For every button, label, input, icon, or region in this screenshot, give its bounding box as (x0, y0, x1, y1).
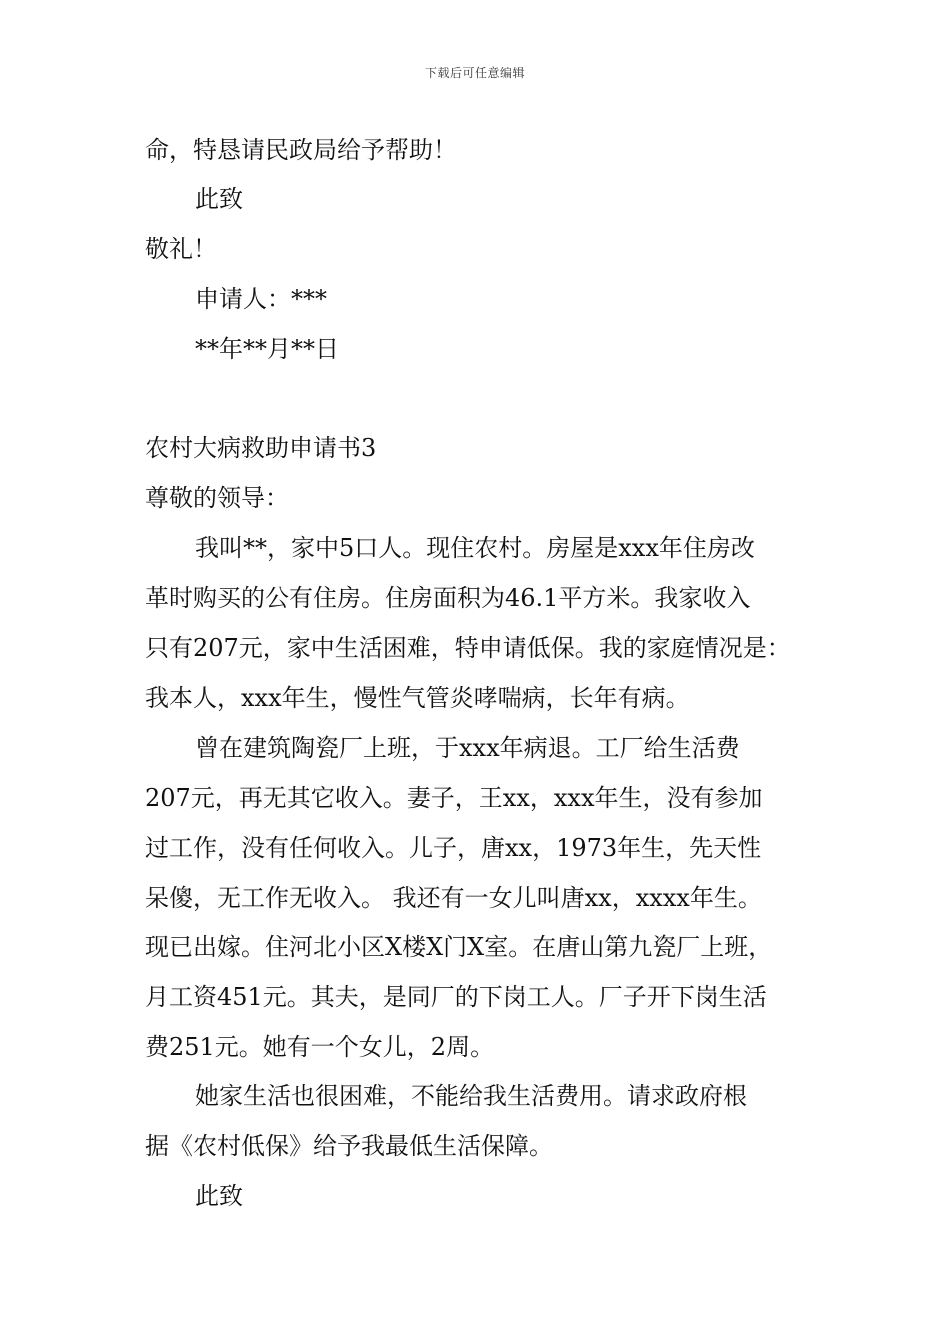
body-line-8: 呆傻，无工作无收入。 我还有一女儿叫唐xx，xxxx年生。 (145, 884, 762, 912)
body-line-4: 我本人，xxx年生，慢性气管炎哮喘病，长年有病。 (145, 684, 690, 712)
body-line-1: 我叫**，家中5口人。现住农村。房屋是xxx年住房改 (195, 534, 755, 562)
body-line-2: 革时购买的公有住房。住房面积为46.1平方米。我家收入 (145, 584, 751, 612)
body-line-12: 她家生活也很困难，不能给我生活费用。请求政府根 (195, 1082, 747, 1110)
body-line-5: 曾在建筑陶瓷厂上班，于xxx年病退。工厂给生活费 (195, 734, 740, 762)
salutation: 尊敬的领导： (145, 484, 289, 512)
body-line-6: 207元，再无其它收入。妻子，王xx，xxx年生，没有参加 (145, 784, 763, 812)
body-line-10: 月工资451元。其夫，是同厂的下岗工人。厂子开下岗生活 (145, 983, 767, 1011)
body-line-11: 费251元。她有一个女儿，2周。 (145, 1033, 495, 1061)
page-header-note: 下载后可任意编辑 (424, 66, 525, 80)
previous-letter-date: **年**月**日 (195, 335, 339, 363)
body-line-13: 据《农村低保》给予我最低生活保障。 (145, 1132, 553, 1160)
previous-letter-cizhi: 此致 (195, 185, 243, 213)
body-line-3: 只有207元，家中生活困难，特申请低保。我的家庭情况是： (145, 634, 791, 662)
previous-letter-jingli: 敬礼！ (145, 235, 217, 263)
body-line-9: 现已出嫁。住河北小区X楼X门X室。在唐山第九瓷厂上班， (145, 933, 773, 961)
document-title: 农村大病救助申请书3 (145, 434, 377, 462)
body-line-7: 过工作，没有任何收入。儿子，唐xx，1973年生，先天性 (145, 834, 762, 862)
previous-letter-applicant: 申请人：*** (195, 285, 327, 313)
previous-letter-tail-line: 命，特恳请民政局给予帮助！ (145, 136, 457, 164)
closing-cizhi: 此致 (195, 1182, 243, 1210)
